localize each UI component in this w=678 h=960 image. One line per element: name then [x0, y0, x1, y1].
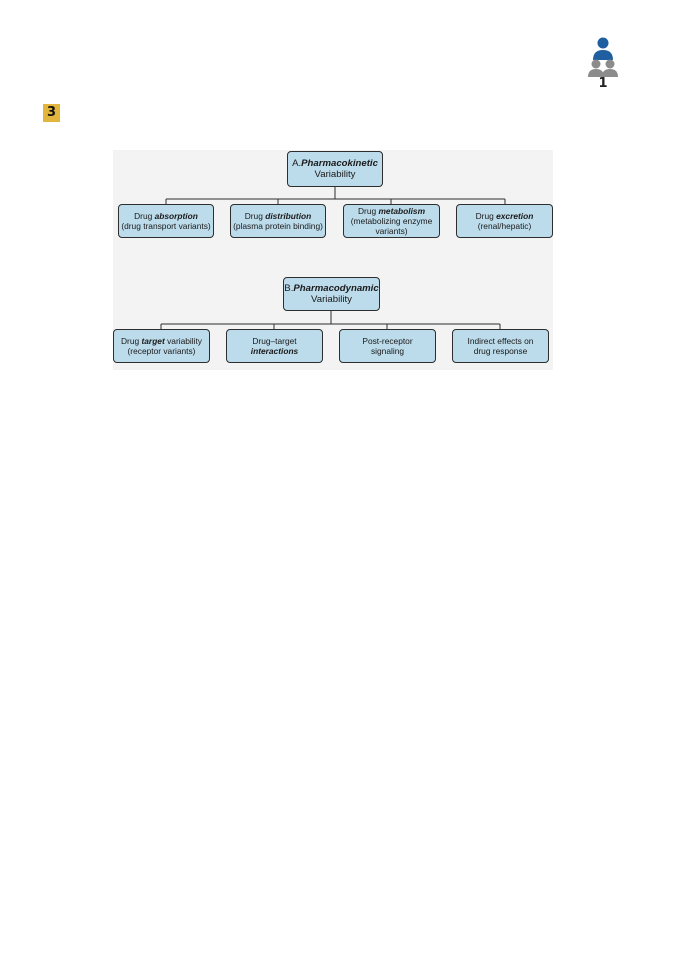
- node-detail: (drug transport variants): [121, 221, 211, 231]
- node-emphasis: excretion: [496, 211, 534, 221]
- pharmacodynamic-variability-node: [283, 277, 380, 311]
- node-text: Post-receptor: [362, 336, 413, 346]
- drug-distribution-node: [230, 204, 326, 238]
- pd-prefix: B.: [284, 282, 294, 294]
- pk-subtitle: Variability: [314, 169, 356, 180]
- node-emphasis: absorption: [154, 211, 198, 221]
- user-count-badge[interactable]: [585, 36, 621, 94]
- node-text: Drug–target: [252, 336, 297, 346]
- post-receptor-signaling-node: [339, 329, 436, 363]
- drug-target-interactions-node: [226, 329, 323, 363]
- pharmacokinetic-variability-node: [287, 151, 383, 187]
- node-detail: (metabolizing enzyme: [350, 216, 433, 226]
- node-text-suffix: variability: [164, 336, 202, 346]
- node-detail: signaling: [370, 346, 405, 356]
- node-text: Drug: [357, 206, 379, 216]
- node-emphasis: interactions: [250, 346, 299, 356]
- node-text: Indirect effects on: [467, 336, 534, 346]
- user-group-icon: [585, 36, 621, 78]
- node-text: Drug: [134, 211, 155, 221]
- node-text: Drug: [121, 336, 142, 346]
- pk-prefix: A.: [292, 157, 302, 169]
- pd-title: Pharmacodynamic: [293, 282, 379, 294]
- pk-title: Pharmacokinetic: [301, 157, 378, 169]
- node-text: Drug: [475, 211, 497, 221]
- drug-metabolism-node: [343, 204, 440, 238]
- indirect-effects-node: [452, 329, 549, 363]
- node-text: Drug: [244, 211, 266, 221]
- node-detail: drug response: [473, 346, 528, 356]
- pd-subtitle: Variability: [311, 294, 352, 305]
- node-detail: (plasma protein binding): [233, 221, 323, 231]
- node-emphasis: metabolism: [378, 206, 426, 216]
- user-count: 1: [598, 76, 608, 91]
- page-marker: 3: [43, 104, 60, 122]
- node-emphasis: target: [141, 336, 165, 346]
- drug-absorption-node: [118, 204, 214, 238]
- drug-excretion-node: [456, 204, 553, 238]
- variability-diagram: [113, 150, 553, 370]
- node-detail: (renal/hepatic): [477, 221, 532, 231]
- drug-target-variability-node: [113, 329, 210, 363]
- node-detail: variants): [375, 226, 408, 236]
- node-detail: (receptor variants): [127, 346, 196, 356]
- node-emphasis: distribution: [265, 211, 312, 221]
